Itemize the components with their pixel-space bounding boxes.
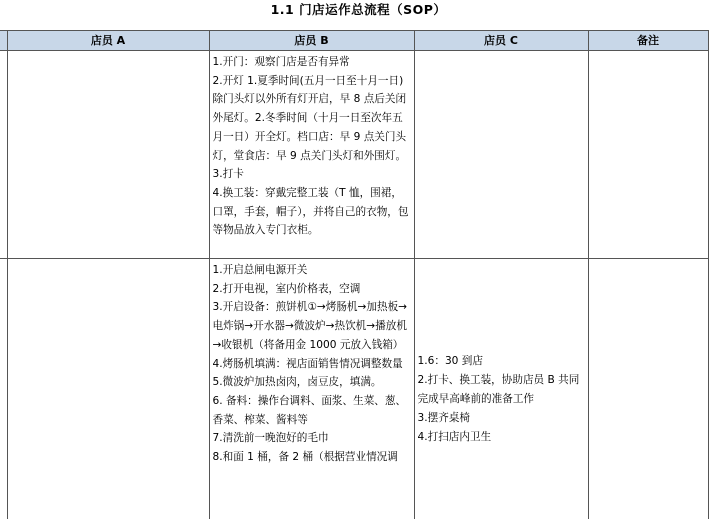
staff-c-cell <box>414 259 588 519</box>
remarks-cell <box>588 51 708 259</box>
staff-c-cell <box>414 51 588 259</box>
staff-b-cell <box>209 51 414 259</box>
row-blank-cell <box>0 259 7 519</box>
step-text: 1.6：30 到店 <box>418 352 585 371</box>
header-blank <box>0 31 7 51</box>
step-text: 1.开启总闸电源开关 <box>213 261 411 280</box>
step-text: 7.清洗前一晚泡好的毛巾 <box>213 429 411 448</box>
staff-a-cell <box>7 51 209 259</box>
header-remarks: 备注 <box>588 31 708 51</box>
step-text: 2.打开电视，室内价格表，空调 <box>213 280 411 299</box>
staff-b-cell <box>209 259 414 519</box>
step-text: 3.摆齐桌椅 <box>418 409 585 428</box>
row-blank-cell <box>0 51 7 259</box>
header-row <box>0 31 708 51</box>
step-text: 2.打卡、换工装，协助店员 B 共同完成早高峰前的准备工作 <box>418 371 585 409</box>
step-text: 5.微波炉加热卤肉，卤豆皮，填满。 <box>213 373 411 392</box>
step-text: 4.打扫店内卫生 <box>418 428 585 447</box>
header-staff-c: 店员 C <box>414 31 588 51</box>
staff-a-cell <box>7 259 209 519</box>
document-title: 1.1 门店运作总流程（SOP） <box>0 0 717 29</box>
table-row <box>0 259 708 519</box>
step-text: 6. 备料：操作台调料、面浆、生菜、葱、香菜、榨菜、酱料等 <box>213 392 411 429</box>
step-text: 3.打卡 <box>213 165 411 184</box>
header-staff-a: 店员 A <box>7 31 209 51</box>
table-row <box>0 51 708 259</box>
step-text: 4.换工装：穿戴完整工装（T 恤，围裙，口罩，手套，帽子），并将自己的衣物，包等物品放入专门衣柜。 <box>213 184 411 240</box>
header-staff-b: 店员 B <box>209 31 414 51</box>
step-text: 2.开灯 1.夏季时间(五月一日至十月一日)除门头灯以外所有灯开启，早 8 点后关闭外尾灯。2.冬季时间（十月一日至次年五月一日）开全灯。档口店：早 9 点关门头灯，堂食店：早 9 点关门头灯和外围灯。 <box>213 72 411 166</box>
remarks-cell <box>588 259 708 519</box>
step-text: 3.开启设备：煎饼机①→烤肠机→加热板→电炸锅→开水器→微波炉→热饮机→播放机→收银机（将备用金 1000 元放入钱箱） <box>213 298 411 354</box>
sop-table <box>0 30 709 519</box>
step-text: 1.开门：观察门店是否有异常 <box>213 53 411 72</box>
step-text: 8.和面 1 桶，备 2 桶（根据营业情况调 <box>213 448 411 467</box>
step-text: 4.烤肠机填满：视店面销售情况调整数量 <box>213 355 411 374</box>
